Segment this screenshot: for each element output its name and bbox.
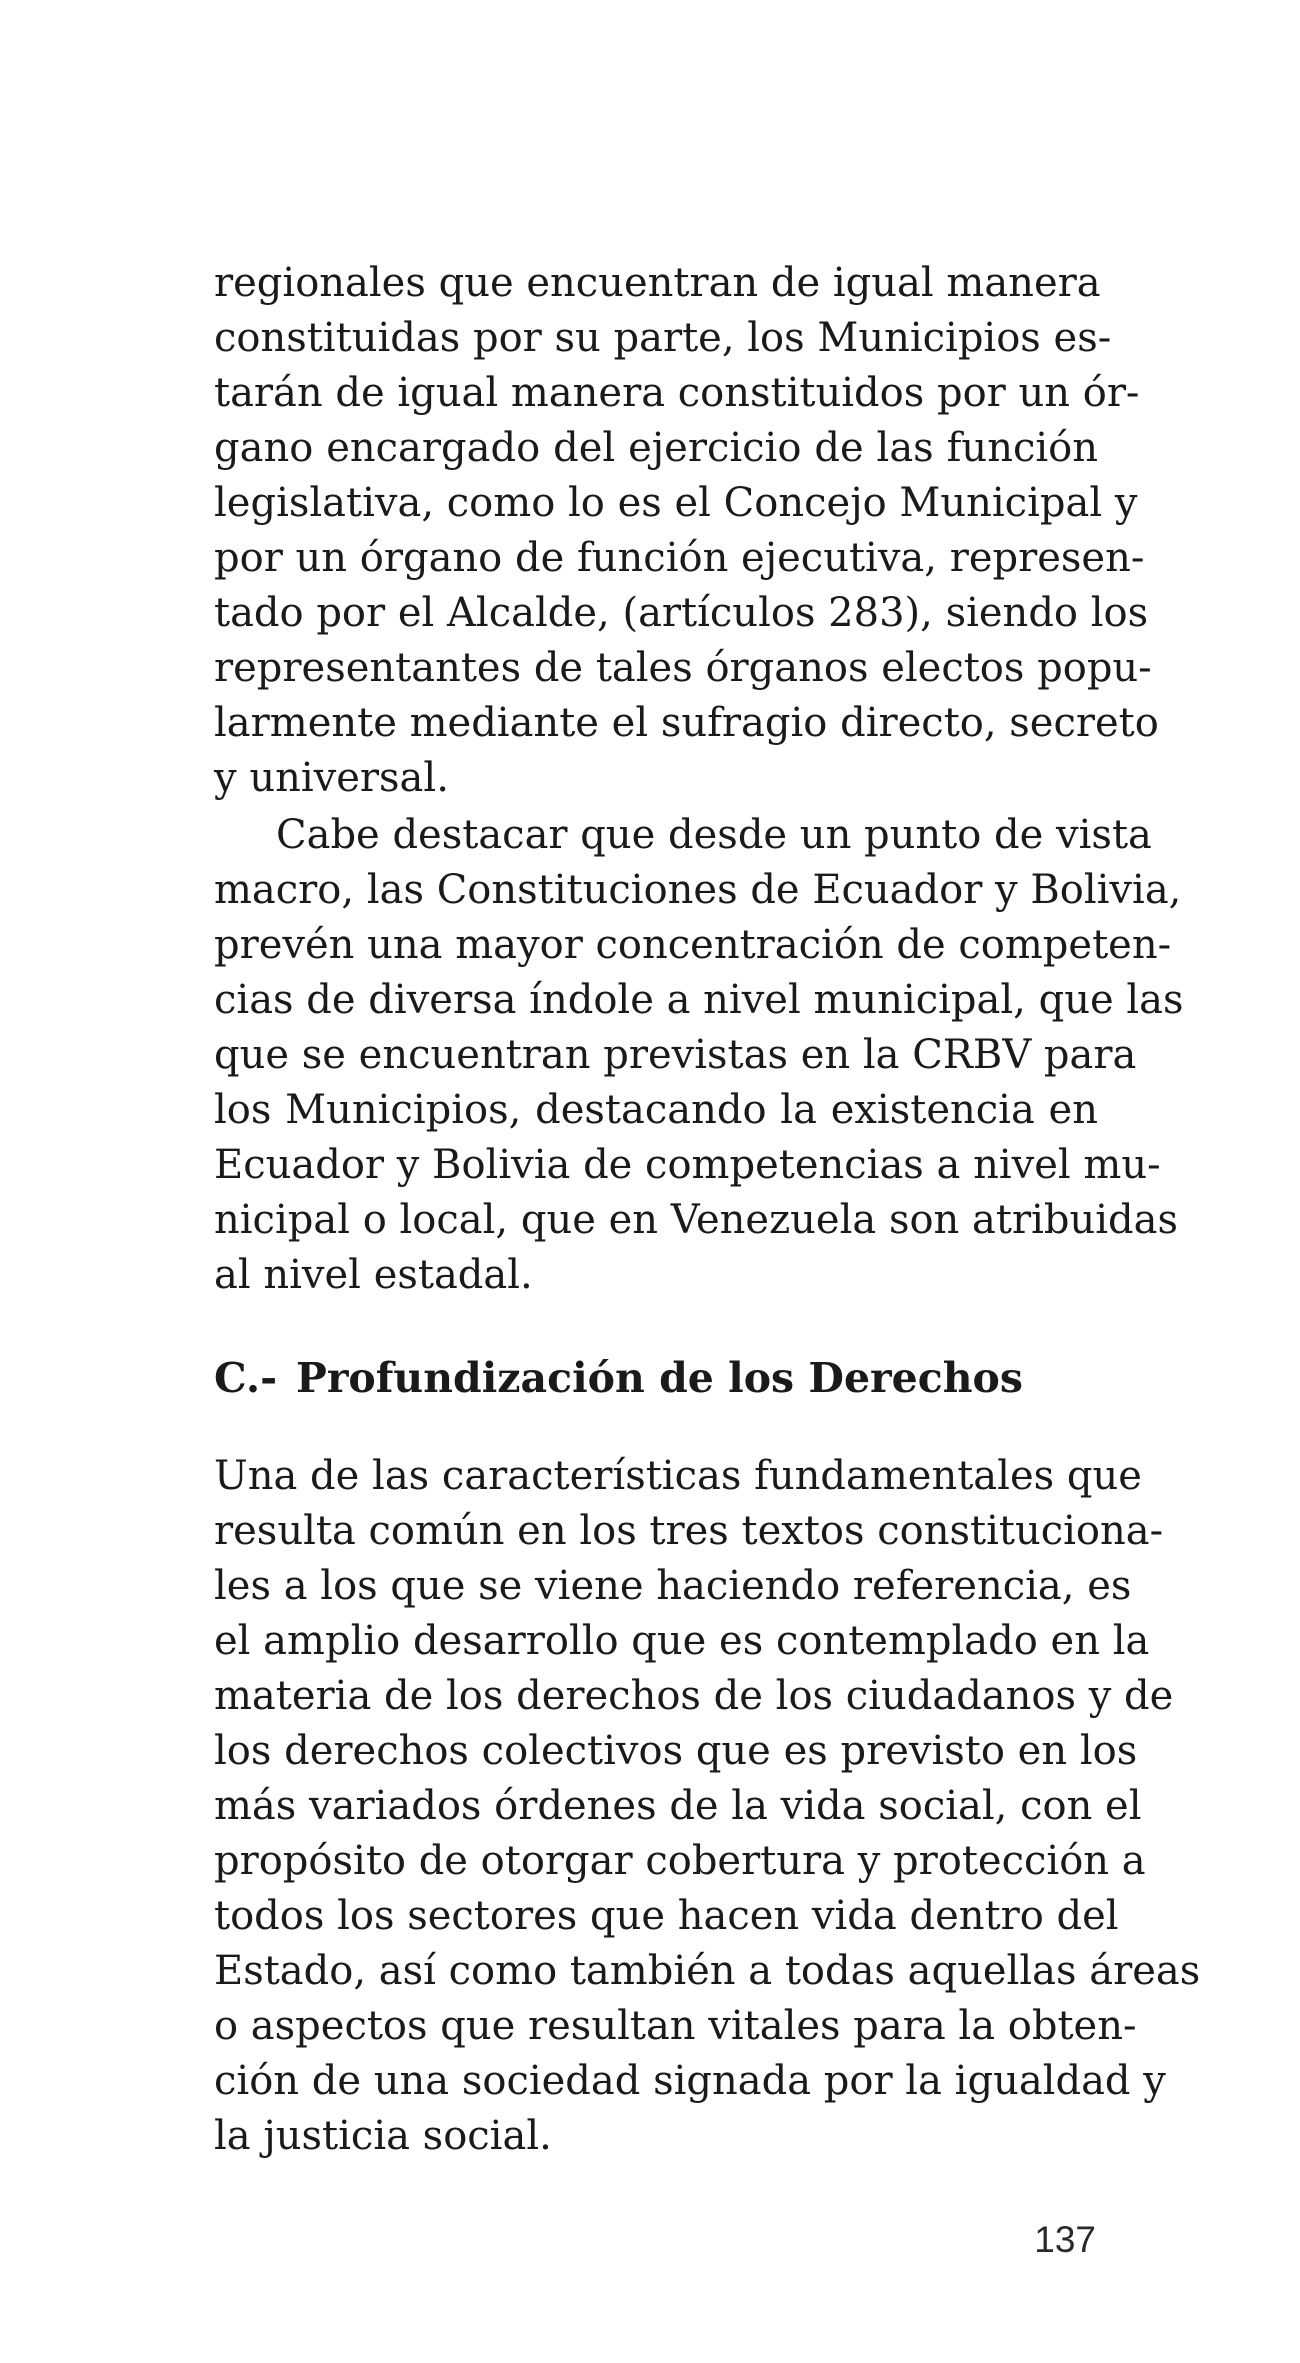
paragraph-line: cias de diversa índole a nivel municipal, que las [214,977,1184,1023]
paragraph [214,808,1184,1303]
paragraph-first-line: Cabe destacar que desde un punto de vista [276,812,1152,858]
paragraph-line: prevén una mayor concentración de competen- [214,922,1172,968]
paragraph-line: o aspectos que resultan vitales para la obten- [214,2003,1137,2049]
paragraph-line: representantes de tales órganos electos popu- [214,645,1152,691]
paragraph-line: los Municipios, destacando la existencia en [214,1087,1098,1133]
paragraph-line: propósito de otorgar cobertura y protección a [214,1838,1146,1884]
paragraph-line: materia de los derechos de los ciudadanos y de [214,1673,1174,1719]
paragraph-line: tarán de igual manera constituidos por un ór- [214,370,1140,416]
paragraph-line: Ecuador y Bolivia de competencias a nivel mu- [214,1142,1161,1188]
paragraph-first-line: Una de las características fundamentales que [214,1453,1142,1499]
paragraph-line: constituidas por su parte, los Municipios es- [214,315,1112,361]
paragraph-line: ción de una sociedad signada por la igualdad y [214,2058,1166,2104]
section-number: C.- [214,1354,278,1402]
paragraph-line: más variados órdenes de la vida social, con el [214,1783,1142,1829]
page-number: 137 [1034,2219,1096,2260]
section-heading [214,1350,1098,1406]
paragraph-line: regionales que encuentran de igual manera [214,260,1101,306]
paragraph [214,1449,1201,2164]
paragraph-line: todos los sectores que hacen vida dentro del [214,1893,1119,1939]
paragraph-line: macro, las Constituciones de Ecuador y Bolivia, [214,867,1182,913]
paragraph-line: por un órgano de función ejecutiva, represen- [214,535,1145,581]
paragraph-last-line: y universal. [214,755,449,801]
paragraph-line: legislativa, como lo es el Concejo Municipal y [214,480,1138,526]
paragraph-line: larmente mediante el sufragio directo, secreto [214,700,1159,746]
paragraph-last-line: la justicia social. [214,2113,552,2159]
paragraph-line: resulta común en los tres textos constituciona- [214,1508,1164,1554]
paragraph-line: gano encargado del ejercicio de las función [214,425,1098,471]
section-title: Profundización de los Derechos [296,1354,1023,1402]
paragraph-continued [214,256,1159,806]
paragraph-last-line: al nivel estadal. [214,1252,533,1298]
paragraph-line: los derechos colectivos que es previsto en los [214,1728,1138,1774]
paragraph-line: que se encuentran previstas en la CRBV para [214,1032,1137,1078]
paragraph-line: les a los que se viene haciendo referencia, es [214,1563,1132,1609]
paragraph-line: tado por el Alcalde, (artículos 283), siendo los [214,590,1149,636]
paragraph-line: el amplio desarrollo que es contemplado en la [214,1618,1150,1664]
paragraph-line: nicipal o local, que en Venezuela son atribuidas [214,1197,1179,1243]
paragraph-line: Estado, así como también a todas aquellas áreas [214,1948,1201,1994]
